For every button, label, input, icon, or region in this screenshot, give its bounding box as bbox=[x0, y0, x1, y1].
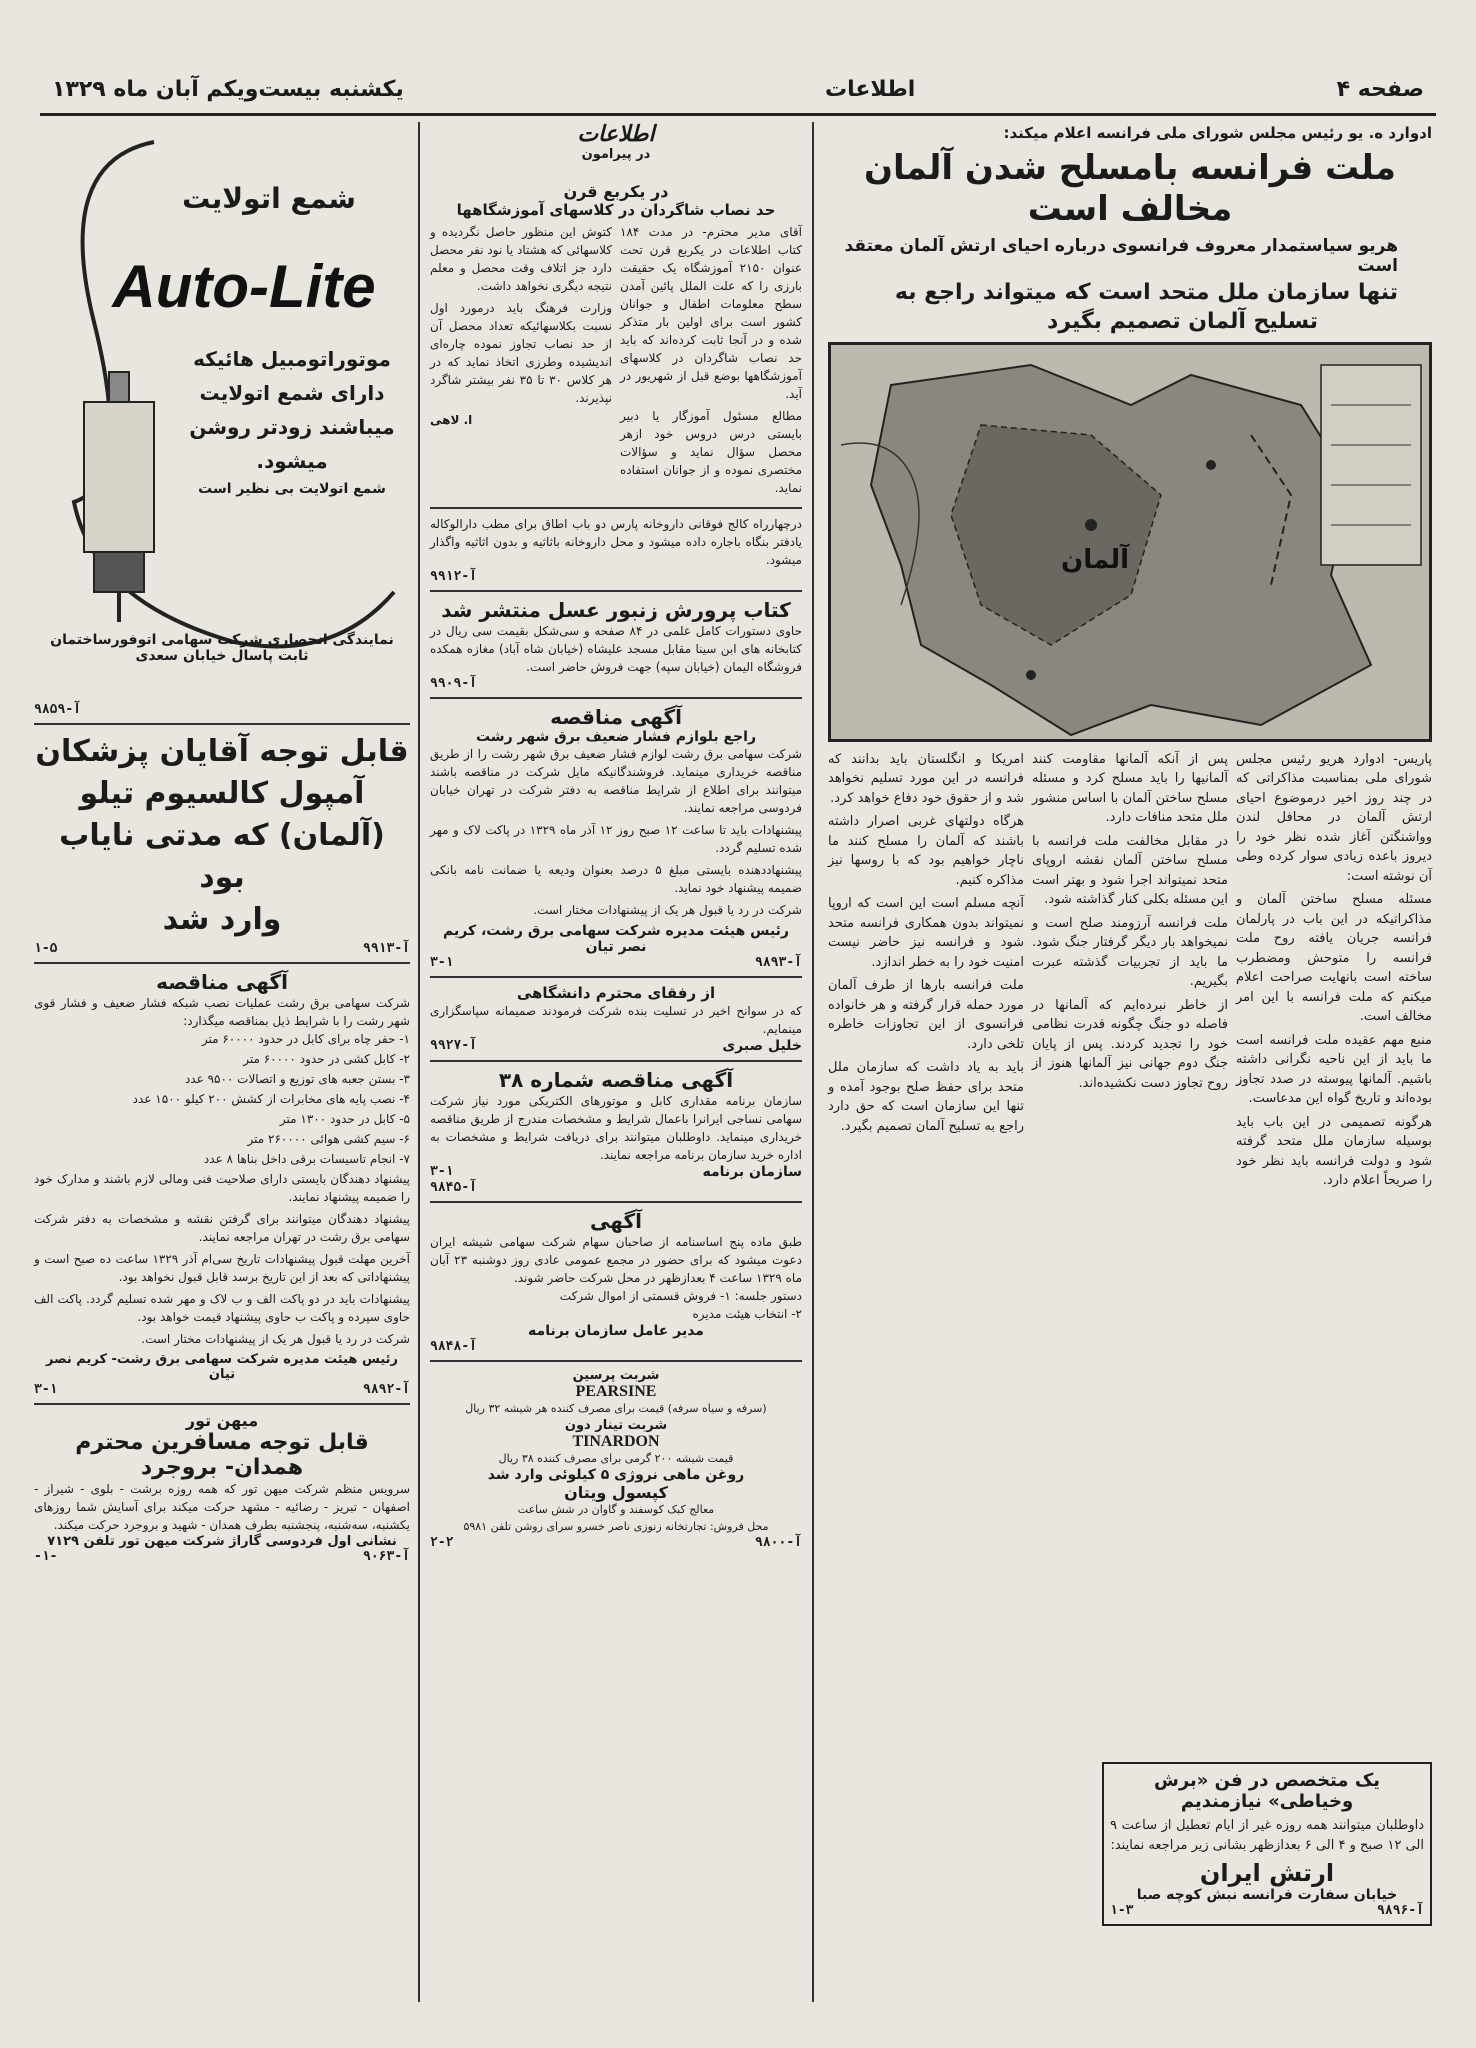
fish-oil-line: روغن ماهی نروژی ۵ کیلوئی وارد شد bbox=[487, 1467, 745, 1483]
notice-body: طبق ماده پنج اساسنامه از صاحبان سهام شرکت سهامی شیشه ایران دعوت میشود که برای حضور در مجمع عمومی عادی روز دوشنبه ۲۳ آبان ماه ۱۳۲۹ ساعت ۴ بعدازظهر در محل شرکت حاضر شوند. bbox=[430, 1235, 802, 1285]
tender-paragraph: شرکت در رد یا قبول هر یک از پیشنهادات مختار است. bbox=[533, 903, 802, 917]
column-section: در پیرامون bbox=[581, 147, 651, 162]
job-ad-org: ارتش ایران bbox=[1199, 1859, 1335, 1887]
article-paragraph: امریکا و انگلستان باید بدانند که فرانسه در این مورد تسلیم نخواهد شد و از حقوق خود دفاع خواهد کرد. bbox=[828, 751, 1024, 806]
bus-body: سرویس منظم شرکت میهن تور که همه روزه برشت - بلوی - شیراز - اصفهان - تبریز - رضائیه - مشهد حرکت میکند برای آسایش شما روزهای یکشنبه، سه‌شنبه، پنجشنبه بطرف همدان - شهید و بروجرد حرکت میکند. bbox=[34, 1482, 410, 1532]
left-tender-signature: رئیس هیئت مدیره شرکت سهامی برق رشت- کریم نصر تیان bbox=[45, 1352, 398, 1382]
letter-subtitle: حد نصاب شاگردان در کلاسهای آموزشگاهها bbox=[456, 201, 776, 219]
list-item: ۳- بستن جعبه های توزیع و اتصالات ۹۵۰۰ عدد bbox=[184, 1072, 410, 1086]
tender-num: ۳-۱ bbox=[430, 955, 454, 970]
doctors-ref: آ-۹۹۱۳ bbox=[363, 941, 410, 956]
bus-logo: میهن تور bbox=[185, 1411, 259, 1430]
subheadline: تنها سازمان ملل متحد است که میتواند راجع به bbox=[894, 279, 1398, 305]
rental-ref: آ-۹۹۱۲ bbox=[430, 569, 477, 584]
tender-paragraph: پیشنهاددهنده بایستی مبلغ ۵ درصد بعنوان ودیعه یا ضمانت نامه بانکی ضمیمه پیشنهاد خود نماید. bbox=[430, 863, 802, 895]
capsule-ref: آ-۹۸۰۰ bbox=[755, 1535, 802, 1550]
pearsine-fa: شربت پرسین bbox=[572, 1368, 660, 1383]
left-tender-title: آگهی مناقصه bbox=[156, 970, 288, 994]
article-paragraph: ملت فرانسه بارها از طرف آلمان مورد حمله قرار گرفته و هر خانواده فرانسوی از این تجاوزات خاطره تلخی دارد. bbox=[828, 978, 1024, 1052]
doctors-line: (آلمان) که مدتی نایاب بود bbox=[59, 818, 385, 895]
letter-paragraph: وزارت فرهنگ باید درمورد اول نسبت بکلاسهائیکه تعداد محصل آن از حد نصاب تجاوز نموده چاره‌ای اندیشیده وطرزی اتخاذ نماید که در هر کلاس ۳۰ تا ۳۵ نفر بیشتر شاگرد نپذیرند. bbox=[430, 301, 612, 405]
autolite-text: میباشند زودتر روشن bbox=[189, 415, 395, 439]
left-tender-paragraph: پیشنهاد دهندگان میتوانند برای گرفتن نقشه و مشخصات به دفتر شرکت سهامی برق رشت در تهران مراجعه نمایند. bbox=[34, 1212, 410, 1244]
map-label: آلمان bbox=[1061, 544, 1130, 575]
article-body bbox=[822, 750, 1438, 1195]
left-column bbox=[30, 122, 414, 2002]
kicker: ادوارد ه. یو رئیس مجلس شورای ملی فرانسه اعلام میکند: bbox=[1003, 124, 1432, 142]
middle-column bbox=[424, 122, 808, 2002]
autolite-ref: آ-۹۸۵۹ bbox=[34, 702, 81, 717]
left-tender-ref: آ-۹۸۹۲ bbox=[363, 1382, 410, 1397]
article-paragraph: منبع مهم عقیده ملت فرانسه است ما باید از این ناحیه نگرانی داشته باشیم. آلمانها پیوسته در صدد تجاوز بوده‌اند و تاریخ گواه این مدعاست. bbox=[1236, 1032, 1432, 1107]
list-item: ۷- انجام تاسیسات برقی داخل بناها ۸ عدد bbox=[203, 1152, 410, 1166]
capsule-line: معالج کبک کوسفند و گاوان در شش ساعت bbox=[517, 1503, 715, 1516]
doctors-line: وارد شد bbox=[162, 902, 282, 937]
article-paragraph: هرگونه تصمیمی در این باب باید بوسیله سازمان ملل متحد گرفته شود و دولت فرانسه باید نظر خود را صریحاً اعلام دارد. bbox=[1236, 1114, 1432, 1189]
autolite-text: دارای شمع اتولایت bbox=[199, 381, 385, 405]
article-paragraph: آنچه مسلم است این است که اروپا نمیتواند بدون همکاری فرانسه متحد شود و فرانسه نیز حاضر نیست امنیت خود را به خطر اندازد. bbox=[828, 896, 1024, 970]
map-graphic bbox=[831, 345, 1431, 739]
article-paragraph: پاریس- ادوارد هریو رئیس مجلس شورای ملی بمناسبت مذاکراتی که در چند روز اخیر درموضوع احیای ارتش آلمان در محافل لندن وواشنگتن آغاز شده نظر خود را دیروز باعده زیادی سوار کرده وطی آن نوشته است: bbox=[1236, 751, 1432, 884]
tender2-signature: سازمان برنامه bbox=[702, 1164, 802, 1180]
column-title: اطلاعات bbox=[577, 122, 655, 147]
letter-paragraph: آقای مدیر محترم- در مدت ۱۸۴ کتاب اطلاعات در یکربع قرن تحت عنوان ۲۱۵۰ آموزشگاه یک حقیقت بارزی را که علت الملل پائین آمدن سطح معلومات اطفال و جوانان کشور است برای اولین بار متذکر شده و در آنجا ثابت کرده‌اند که باید حد نصاب شاگردان در کلاسهای آموزشگاهها بوضع قبل از شهریور در آید. bbox=[620, 225, 802, 401]
tinardon-line: قیمت شیشه ۲۰۰ گرمی برای مصرف کننده ۳۸ ریال bbox=[498, 1451, 734, 1465]
job-ad-num: ۱-۳ bbox=[1110, 1903, 1134, 1918]
pearsine-name: PEARSINE bbox=[575, 1383, 657, 1400]
book-body: حاوی دستورات کامل علمی در ۸۴ صفحه و سی‌شکل بقیمت سی ریال در کتابخانه های ابن سینا مقابل مسجد علیشاه (خیابان شاه آباد) مغازه همکده فروشگاه الیمان (خیابان سپه) جهت فروش حاضر است. bbox=[430, 624, 803, 674]
autolite-text: موتوراتومبیل هائیکه bbox=[193, 347, 391, 371]
main-headline: ملت فرانسه بامسلح شدن آلمان مخالف است bbox=[864, 148, 1396, 229]
tender-paragraph: شرکت سهامی برق رشت لوازم فشار ضعیف برق شهر رشت را از طریق مناقصه خریداری مینماید. فروشندگانیکه مایل شرکت در مناقصه باشند میتوانند برای اطلاع از شرایط مناقصه به دفتر شرکت در تهران خیابان فردوسی مراجعه نمایند. bbox=[430, 747, 802, 815]
subheadline: هریو سیاستمدار معروف فرانسوی درباره احیای ارتش آلمان معتقد است bbox=[844, 235, 1398, 276]
bus-ref: آ-۹۰۶۳ bbox=[363, 1549, 410, 1564]
notice-title: آگهی bbox=[590, 1209, 642, 1233]
autolite-text: میشود. bbox=[256, 449, 328, 473]
tender-signature: رئیس هیئت مدیره شرکت سهامی برق رشت، کریم نصر تیان bbox=[443, 923, 789, 955]
autolite-agent: نمایندگی انحصاری شرکت سهامی اتوفورساختمان bbox=[50, 632, 394, 648]
book-title: کتاب پرورش زنبور عسل منتشر شد bbox=[441, 598, 791, 622]
list-item: ۶- سیم کشی هوائی ۲۶۰۰۰۰ متر bbox=[247, 1132, 410, 1146]
tender-ref: آ-۹۸۹۳ bbox=[755, 955, 802, 970]
column-divider bbox=[812, 122, 814, 2002]
letter-paragraph: کتوش این منظور حاصل نگردیده و کلاسهائی که هشتاد یا نود نفر محصل دارد جز اتلاف وقت محصل و معلم نتیجه دیگری نخواهد داشت. bbox=[430, 225, 612, 293]
letter-title: در یکربع قرن bbox=[563, 182, 669, 201]
notice-item: ۲- انتخاب هیئت مدیره bbox=[692, 1307, 802, 1321]
page-header bbox=[40, 66, 1436, 116]
article-paragraph: در مقابل مخالفت ملت فرانسه با مسلح ساختن آلمان نقشه اروپای متحد نمیتواند اجرا شود و بهتر است این مسئله بکلی کنار گذاشته شود. bbox=[1032, 833, 1228, 908]
article-paragraph: باید به یاد داشت که سازمان ملل متحد برای حفظ صلح بوجود آمده و تنها این سازمان است که حق دارد راجع به تسلیح آلمان تصمیم بگیرد. bbox=[828, 1060, 1024, 1134]
autolite-top-title: شمع اتولایت bbox=[182, 182, 356, 215]
rental-notice: درچهارراه کالج فوقانی داروخانه پارس دو باب اطاق برای مطب دارالوکاله یادفتر بنگاه باجاره داده میشود و محل داروخانه باثاثیه و بدون اثاثیه واگذار میشود. bbox=[430, 517, 802, 567]
job-ad-address: خیابان سفارت فرانسه نبش کوچه صبا bbox=[1136, 1887, 1398, 1903]
bus-title: قابل توجه مسافرین محترم همدان- بروجرد bbox=[75, 1430, 369, 1480]
list-item: ۴- نصب پایه های مخابرات از کشش ۲۰۰ کیلو ۱۵۰۰ عدد bbox=[132, 1092, 410, 1106]
bus-address: نشانی اول فردوسی گاراژ شرکت میهن تور تلفن ۷۱۲۹ bbox=[47, 1534, 397, 1549]
map-of-germany bbox=[828, 342, 1432, 742]
book-ref: آ-۹۹۰۹ bbox=[430, 676, 477, 691]
page-number: صفحه ۴ bbox=[1336, 77, 1424, 102]
list-item: ۵- کابل در حدود ۱۳۰۰ متر bbox=[279, 1112, 410, 1126]
capsule-name: کپسول ویتان bbox=[564, 1483, 668, 1502]
bus-num: -۱- bbox=[34, 1549, 58, 1564]
doctors-title: قابل توجه آقایان پزشکان bbox=[35, 734, 409, 769]
list-item: ۲- کابل کشی در حدود ۶۰۰۰۰ متر bbox=[243, 1052, 410, 1066]
job-ad-title: یک متخصص در فن «برش وخیاطی» نیازمندیم bbox=[1153, 1770, 1381, 1812]
article-paragraph: پس از آنکه آلمانها مقاومت کنند آلمانیها را باید مسلح کرد و مسئله مسلح ساختن آلمان با اساس منشور ملل متحد منافات دارد. bbox=[1032, 751, 1228, 826]
subheadline: تسلیح آلمان تصمیم بگیرد bbox=[1047, 308, 1318, 334]
tender2-ref: آ-۹۸۴۵ bbox=[430, 1180, 477, 1195]
column-logo bbox=[430, 122, 802, 182]
left-tender-items bbox=[34, 1030, 410, 1168]
doctors-num: ۱-۵ bbox=[34, 941, 58, 956]
job-ad-ref: آ-۹۸۹۶ bbox=[1377, 1903, 1424, 1918]
condolence-title: از رفقای محترم دانشگاهی bbox=[516, 984, 716, 1002]
column-divider bbox=[418, 122, 420, 2002]
notice-signature: مدیر عامل سازمان برنامه bbox=[528, 1323, 704, 1339]
left-tender-num: ۳-۱ bbox=[34, 1382, 58, 1397]
condolence-body: که در سوانح اخیر در تسلیت بنده شرکت فرمودند صمیمانه سپاسگزاری مینمایم. bbox=[430, 1004, 802, 1036]
tender2-body: سازمان برنامه مقداری کابل و موتورهای الکتریکی مورد نیاز شرکت سهامی نساجی ایرانرا باعمال شرایط و مشخصات مندرج از طریق مناقصه خریداری مینماید. داوطلبان میتوانند برای دریافت شرایط و مشخصات به اداره خرید سازمان برنامه مراجعه نمایند. bbox=[430, 1094, 802, 1162]
autolite-logo: Auto-Lite bbox=[112, 253, 376, 320]
left-tender-paragraph: آخرین مهلت قبول پیشنهادات تاریخ سی‌ام آذر ۱۳۲۹ ساعت ده صبح است و پیشنهاداتی که بعد از این تاریخ برسد قابل قبول نخواهد بود. bbox=[34, 1252, 410, 1284]
article-paragraph: هرگاه دولتهای غربی اصرار داشته باشند که آلمان را مسلح کنند ما ناچار خواهیم بود که با روسها نیز مذاکره کنیم. bbox=[828, 814, 1024, 888]
doctors-line: آمپول کالسیوم تیلو bbox=[79, 776, 365, 811]
tender2-title: آگهی مناقصه شماره ۳۸ bbox=[498, 1068, 734, 1092]
job-ad-body: داوطلبان میتوانند همه روزه غیر از ایام تعطیل از ساعت ۹ الی ۱۲ صبح و ۴ الی ۶ بعدازظهر بشانی زیر مراجعه نمایند: bbox=[1110, 1818, 1424, 1853]
notice-item: دستور جلسه: ۱- فروش قسمتی از اموال شرکت bbox=[559, 1289, 802, 1303]
autolite-address: ثابت پاسال خیابان سعدی bbox=[135, 648, 309, 664]
left-tender-paragraph: پیشنهاد دهندگان بایستی دارای صلاحیت فنی ومالی لازم باشند و مدارک خود را ضمیمه پیشنهاد نمایند. bbox=[34, 1172, 410, 1204]
tinardon-fa: شربت تینار دون bbox=[564, 1417, 668, 1433]
article-paragraph: مسئله مسلح ساختن آلمان و مذاکراتیکه در این باب در پارلمان فرانسه جریان یافته روح ملت فرانسه را متوحش ومضطرب ساخته است بانهایت صراحت اعلام میکنم که ملت فرانسه با این امر مخالف است. bbox=[1236, 892, 1432, 1025]
job-ad bbox=[1102, 1762, 1432, 1926]
capsule-num: ۲-۲ bbox=[430, 1535, 454, 1550]
letter-signature: ا. لاهی bbox=[430, 413, 473, 427]
article-paragraph: ملت فرانسه آرزومند صلح است و نمیخواهد بار دیگر گرفتار جنگ شود. ما باید از تجربیات گذشته عبرت بگیریم. bbox=[1032, 915, 1228, 990]
paper-name: اطلاعات bbox=[824, 77, 916, 102]
tender-title: آگهی مناقصه bbox=[550, 705, 682, 729]
tender-subtitle: راجع بلوازم فشار ضعیف برق شهر رشت bbox=[475, 729, 757, 745]
left-tender-paragraph: پیشنهادات باید در دو پاکت الف و ب لاک و مهر شده تسلیم گردد. پاکت الف حاوی سپرده و پاکت ب حاوی پیشنهاد قیمت خواهد بود. bbox=[34, 1292, 410, 1324]
letter-paragraph: مطالع مسئول آموزگار یا دبیر بایستی درس دروس خود ازهر محصل سؤال نماید و سؤالات مختصری نموده و از جوانان استفاده نماید. bbox=[620, 409, 802, 495]
right-column bbox=[822, 122, 1438, 2002]
tinardon-name: TINARDON bbox=[572, 1432, 660, 1450]
condolence-ref: آ-۹۹۲۷ bbox=[430, 1038, 477, 1053]
capsule-address: محل فروش: تجارتخانه زنوزی ناصر خسرو سرای روشن تلفن ۵۹۸۱ bbox=[463, 1519, 769, 1533]
pearsine-line: (سرفه و سیاه سرفه) قیمت برای مصرف کننده هر شیشه ۳۲ ریال bbox=[465, 1402, 767, 1415]
tender2-num: ۳-۱ bbox=[430, 1164, 454, 1179]
condolence-signature: خلیل صبری bbox=[722, 1038, 802, 1054]
article-paragraph: از خاطر نبرده‌ایم که آلمانها در فاصله دو جنگ چگونه قدرت نظامی خود را تجدید کردند. پس از پایان جنگ دوم جهانی نیز آلمانها هنوز از روح تجاوز دست نکشیده‌اند. bbox=[1032, 997, 1228, 1091]
left-tender-paragraph: شرکت در رد یا قبول هر یک از پیشنهادات مختار است. bbox=[141, 1332, 410, 1346]
issue-date: یکشنبه بیست‌و‌یکم آبان ماه ۱۳۲۹ bbox=[52, 77, 404, 102]
list-item: ۱- حفر چاه برای کابل در حدود ۶۰۰۰۰ متر bbox=[201, 1032, 410, 1046]
left-tender-intro: شرکت سهامی برق رشت عملیات نصب شبکه فشار ضعیف و فشار قوی شهر رشت را با شرایط ذیل بمناقصه میگذارد: bbox=[34, 996, 410, 1028]
tender-paragraph: پیشنهادات باید تا ساعت ۱۲ صبح روز ۱۲ آذر ماه ۱۳۲۹ در پاکت لاک و مهر شده تسلیم گردد. bbox=[430, 823, 802, 855]
autolite-ad bbox=[34, 122, 410, 682]
notice-ref: آ-۹۸۴۸ bbox=[430, 1339, 477, 1354]
autolite-small: شمع اتولایت بی نظیر است bbox=[198, 481, 386, 497]
